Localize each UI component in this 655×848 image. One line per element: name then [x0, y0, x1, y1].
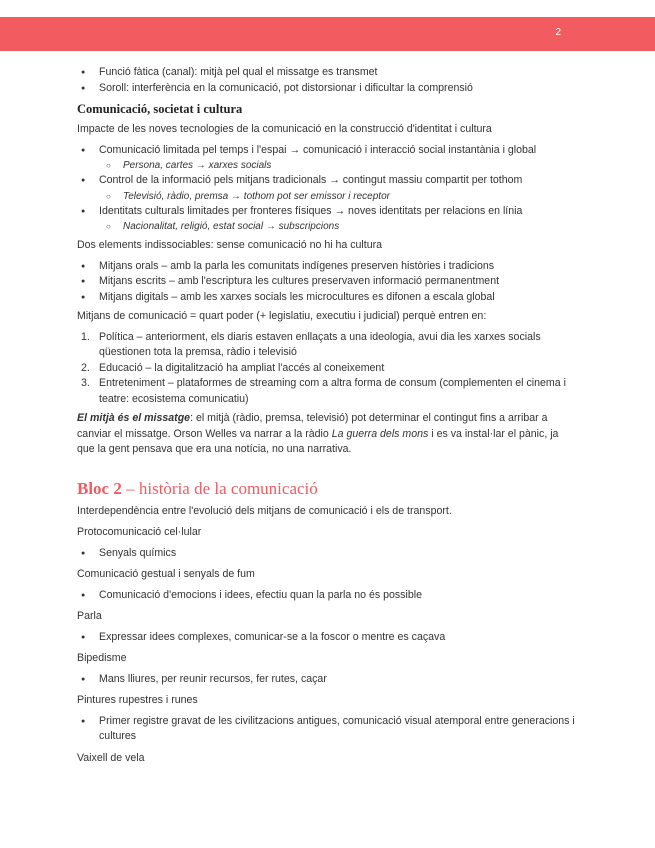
- item-text: Política – anteriorment, els diaris estaven enllaçats a una ideologia, avui dia les xarxes socials qüestionen tota la premsa, ràdio i televisió: [99, 330, 541, 358]
- paragraph: Interdependència entre l'evolució dels mitjans de comunicació i els de transport.: [77, 504, 452, 517]
- list-item: ● Funció fàtica (canal): mitjà pel qual el missatge es transmet: [77, 65, 577, 81]
- medium-text-1: : el mitjà (ràdio, premsa, televisió) pot determinar el contingut fins a arribar a canviar el missatge. Orson Welles va narrar a la ràdio: [77, 412, 548, 440]
- item-number: 1.: [81, 330, 90, 343]
- item-text: Educació – la digitalització ha ampliat l'accés al coneixement: [99, 361, 385, 374]
- power-list: [77, 330, 577, 408]
- medium-work: La guerra dels mons: [331, 427, 429, 440]
- media-list: [77, 259, 577, 306]
- group-list: [77, 588, 577, 604]
- document-body: [77, 65, 577, 771]
- intro-list: [77, 65, 577, 96]
- bloc-label: Bloc 2: [77, 478, 122, 498]
- item-number: 2.: [81, 361, 90, 374]
- group-heading: Comunicació gestual i senyals de fum: [77, 568, 255, 580]
- list-item: ● Comunicació limitada pel temps i l'espai → comunicació i interacció social instantània i global: [77, 143, 577, 159]
- group-heading: Pintures rupestres i runes: [77, 694, 198, 706]
- medium-term: El mitjà és el missatge: [77, 412, 191, 424]
- list-item: ● Mitjans orals – amb la parla les comunitats indígenes preserven històries i tradicions: [77, 259, 577, 275]
- numbered-item: [77, 376, 577, 407]
- group-heading: Protocomunicació cel·lular: [77, 526, 202, 538]
- sub-list-item: ○ Nacionalitat, religió, estat social → subscripcions: [77, 219, 577, 234]
- paragraph: Dos elements indissociables: sense comunicació no hi ha cultura: [77, 239, 383, 251]
- list-item: ● Primer registre gravat de les civilitzacions antigues, comunicació visual atemporal entre generacions i cultures: [77, 714, 577, 745]
- numbered-item: [77, 361, 577, 377]
- paragraph: Mitjans de comunicació = quart poder (+ legislatiu, executiu i judicial) perquè entren en:: [77, 310, 487, 322]
- list-item: ● Mitjans escrits – amb l'escriptura les cultures preservaven informació permanentment: [77, 274, 577, 290]
- group-heading: Vaixell de vela: [77, 751, 145, 764]
- sub-list-item: ○ Persona, cartes → xarxes socials: [77, 158, 577, 173]
- medium-paragraph: [77, 411, 577, 458]
- section-heading-bloc2: [77, 478, 577, 500]
- group-heading: Parla: [77, 610, 102, 622]
- list-item: ● Control de la informació pels mitjans tradicionals → contingut massiu compartit per tothom: [77, 173, 577, 189]
- item-text: Entreteniment – plataformes de streaming com a altra forma de consum (complementen el cinema i teatre: ecosistema comunicatiu): [99, 377, 566, 405]
- list-item: ● Mans lliures, per reunir recursos, fer rutes, caçar: [77, 672, 577, 688]
- group-list: [77, 546, 577, 562]
- header-band: [0, 17, 655, 51]
- list-item: ● Comunicació d'emocions i idees, efectiu quan la parla no és possible: [77, 588, 577, 604]
- medium-text-2: i es va instal·lar el pànic, ja que la gent pensava que era una notícia, no una narrativa.: [77, 427, 559, 455]
- bloc-title: – història de la comunicació: [121, 478, 318, 498]
- numbered-item: [77, 330, 577, 361]
- list-item: ● Identitats culturals limitades per fronteres físiques → noves identitats per relacions en línia: [77, 204, 577, 220]
- page-number: 2: [555, 27, 561, 38]
- item-number: 3.: [81, 377, 90, 389]
- paragraph: Impacte de les noves tecnologies de la comunicació en la construcció d'identitat i cultura: [77, 123, 492, 135]
- group-list: [77, 714, 577, 745]
- group-list: [77, 672, 577, 688]
- list-item: ● Soroll: interferència en la comunicació, pot distorsionar i dificultar la comprensió: [77, 81, 577, 97]
- list-item: ● Mitjans digitals – amb les xarxes socials les microcultures es difonen a escala global: [77, 290, 577, 306]
- list-item: ● Senyals químics: [77, 546, 577, 562]
- group-heading: Bipedisme: [77, 652, 127, 664]
- group-list: [77, 630, 577, 646]
- sub-list-item: ○ Televisió, ràdio, premsa → tothom pot ser emissor i receptor: [77, 189, 577, 204]
- impact-list: [77, 143, 577, 235]
- section-heading-society: Comunicació, societat i cultura: [77, 102, 243, 116]
- list-item: ● Expressar idees complexes, comunicar-se a la foscor o mentre es caçava: [77, 630, 577, 646]
